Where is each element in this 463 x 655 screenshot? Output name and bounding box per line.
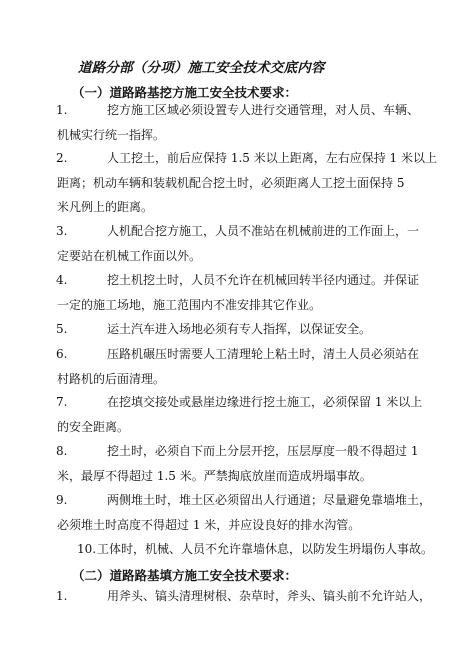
item-number: 7.: [56, 395, 68, 409]
item-text-line: 挖土时，必须自下而上分层开挖，压层厚度一般不得超过 1: [107, 444, 419, 458]
item-text-line: 一定的施工场地，施工范围内不准安排其它作业。: [57, 297, 322, 312]
item-number: 8.: [56, 444, 68, 458]
list-item: [56, 317, 396, 342]
list-item: [56, 342, 420, 391]
item-number: 1.: [56, 103, 68, 117]
item-number: 4.: [56, 273, 68, 287]
item-text-line: 米，最厚不得超过 1.5 米。严禁掏底放崖而造成坍塌事故。: [57, 468, 372, 483]
item-text-line: 定要站在机械工作面以外。: [57, 248, 202, 263]
item-text-line: 挖方施工区域必须设置专人进行交通管理，对人员、车辆、: [107, 103, 420, 117]
item-text-line: 村路机的后面清理。: [57, 371, 166, 386]
item-text-line: 运土汽车进入场地必须有专人指挥，以保证安全。: [107, 322, 372, 336]
item-number: 3.: [56, 224, 68, 238]
item-text-line: 工体时，机械、人员不允许靠墙休息，以防发生坍塌伤人事故。: [97, 542, 434, 556]
item-number: 10.: [77, 542, 97, 556]
list-item: [56, 488, 432, 537]
item-text-line: 人工挖土，前后应保持 1.5 米以上距离，左右应保持 1 米以上: [107, 151, 437, 165]
list-item: [56, 146, 437, 220]
document-title: 道路分部（分项）施工安全技术交底内容: [78, 60, 325, 76]
list-item: [56, 219, 420, 268]
item-text-line: 两侧堆土时，堆土区必须留出人行通道；尽量避免靠墙堆土，: [107, 493, 432, 507]
section-heading-excavation: （一）道路路基挖方施工安全技术要求：: [72, 85, 298, 100]
list-item: [56, 584, 432, 609]
item-text-line: 米凡例上的距离。: [57, 200, 154, 214]
item-number: 9.: [56, 493, 68, 507]
section-heading-filling: （二）道路路基填方施工安全技术要求：: [72, 568, 298, 583]
list-item: [56, 98, 420, 147]
item-text-line: 必须堆土时高度不得超过 1 米，并应设良好的排水沟管。: [57, 517, 361, 532]
item-number: 5.: [56, 322, 68, 336]
item-text-line: 的安全距离。: [57, 419, 130, 434]
list-item: [56, 439, 419, 488]
item-text-line: 人机配合挖方施工，人员不准站在机械前进的工作面上，一: [107, 224, 420, 238]
item-text-line: 压路机碾压时需要人工清理轮上粘土时，清土人员必须站在: [107, 347, 420, 361]
item-text-line: 在挖填交接处或悬崖边缘进行挖土施工，必须保留 1 米以上: [107, 395, 423, 409]
list-item: [77, 537, 434, 562]
item-text-line: 距离；机动车辆和装载机配合挖土时，必须距离人工挖土面保持 5: [57, 175, 405, 190]
item-number: 1.: [56, 589, 68, 603]
item-number: 6.: [56, 347, 68, 361]
item-text-line: 用斧头、镐头清理树根、杂草时，斧头、镐头前不允许站人，: [107, 589, 432, 603]
list-item: [56, 390, 423, 439]
item-text-line: 机械实行统一指挥。: [57, 127, 166, 142]
list-item: [56, 268, 420, 317]
item-number: 2.: [56, 151, 68, 165]
item-text-line: 挖土机挖土时，人员不允许在机械回转半径内通过。并保证: [107, 273, 420, 287]
